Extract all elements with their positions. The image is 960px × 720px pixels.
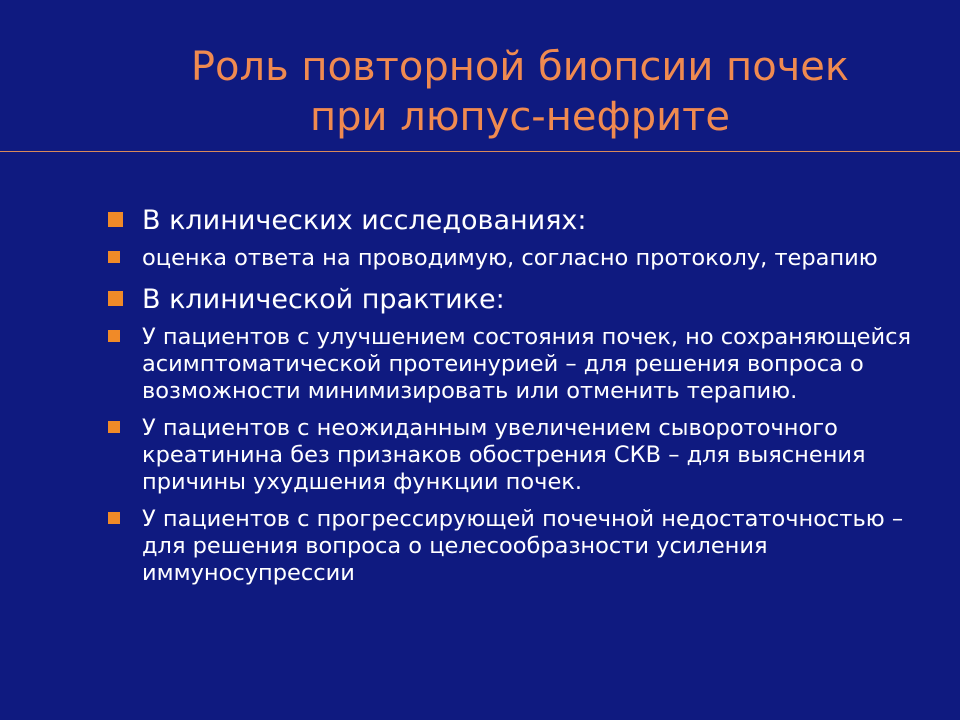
bullet-list [108,205,948,597]
title-line-2: при люпус-нефрите [310,94,730,140]
bullet-item-creatinine [108,415,948,496]
bullet-text: У пациентов с неожиданным увеличением сывороточного креатинина без признаков обострения СКВ – для выяснения причины ухудшения функции почек. [142,415,866,495]
bullet-item-response-assessment [108,245,948,272]
bullet-text: оценка ответа на проводимую, согласно протоколу, терапию [142,245,878,271]
slide-title [0,42,960,142]
square-bullet-icon [108,251,120,263]
bullet-item-clinical-research [108,205,948,237]
square-bullet-icon [108,291,123,306]
square-bullet-icon [108,512,120,524]
bullet-item-proteinuria [108,324,948,405]
bullet-text: У пациентов с улучшением состояния почек, но сохраняющейся асимптоматической протеинурией – для решения вопроса о возможности минимизировать или отменить терапию. [142,324,912,404]
bullet-text: У пациентов с прогрессирующей почечной недостаточностью – для решения вопроса о целесообразности усиления иммуносупрессии [142,506,904,586]
bullet-item-renal-failure [108,506,948,587]
bullet-item-clinical-practice [108,284,948,316]
square-bullet-icon [108,421,120,433]
square-bullet-icon [108,212,123,227]
title-line-1: Роль повторной биопсии почек [190,44,850,90]
square-bullet-icon [108,330,120,342]
bullet-text: В клинической практике: [142,284,505,315]
bullet-text: В клинических исследованиях: [142,205,587,236]
title-divider [0,151,960,152]
